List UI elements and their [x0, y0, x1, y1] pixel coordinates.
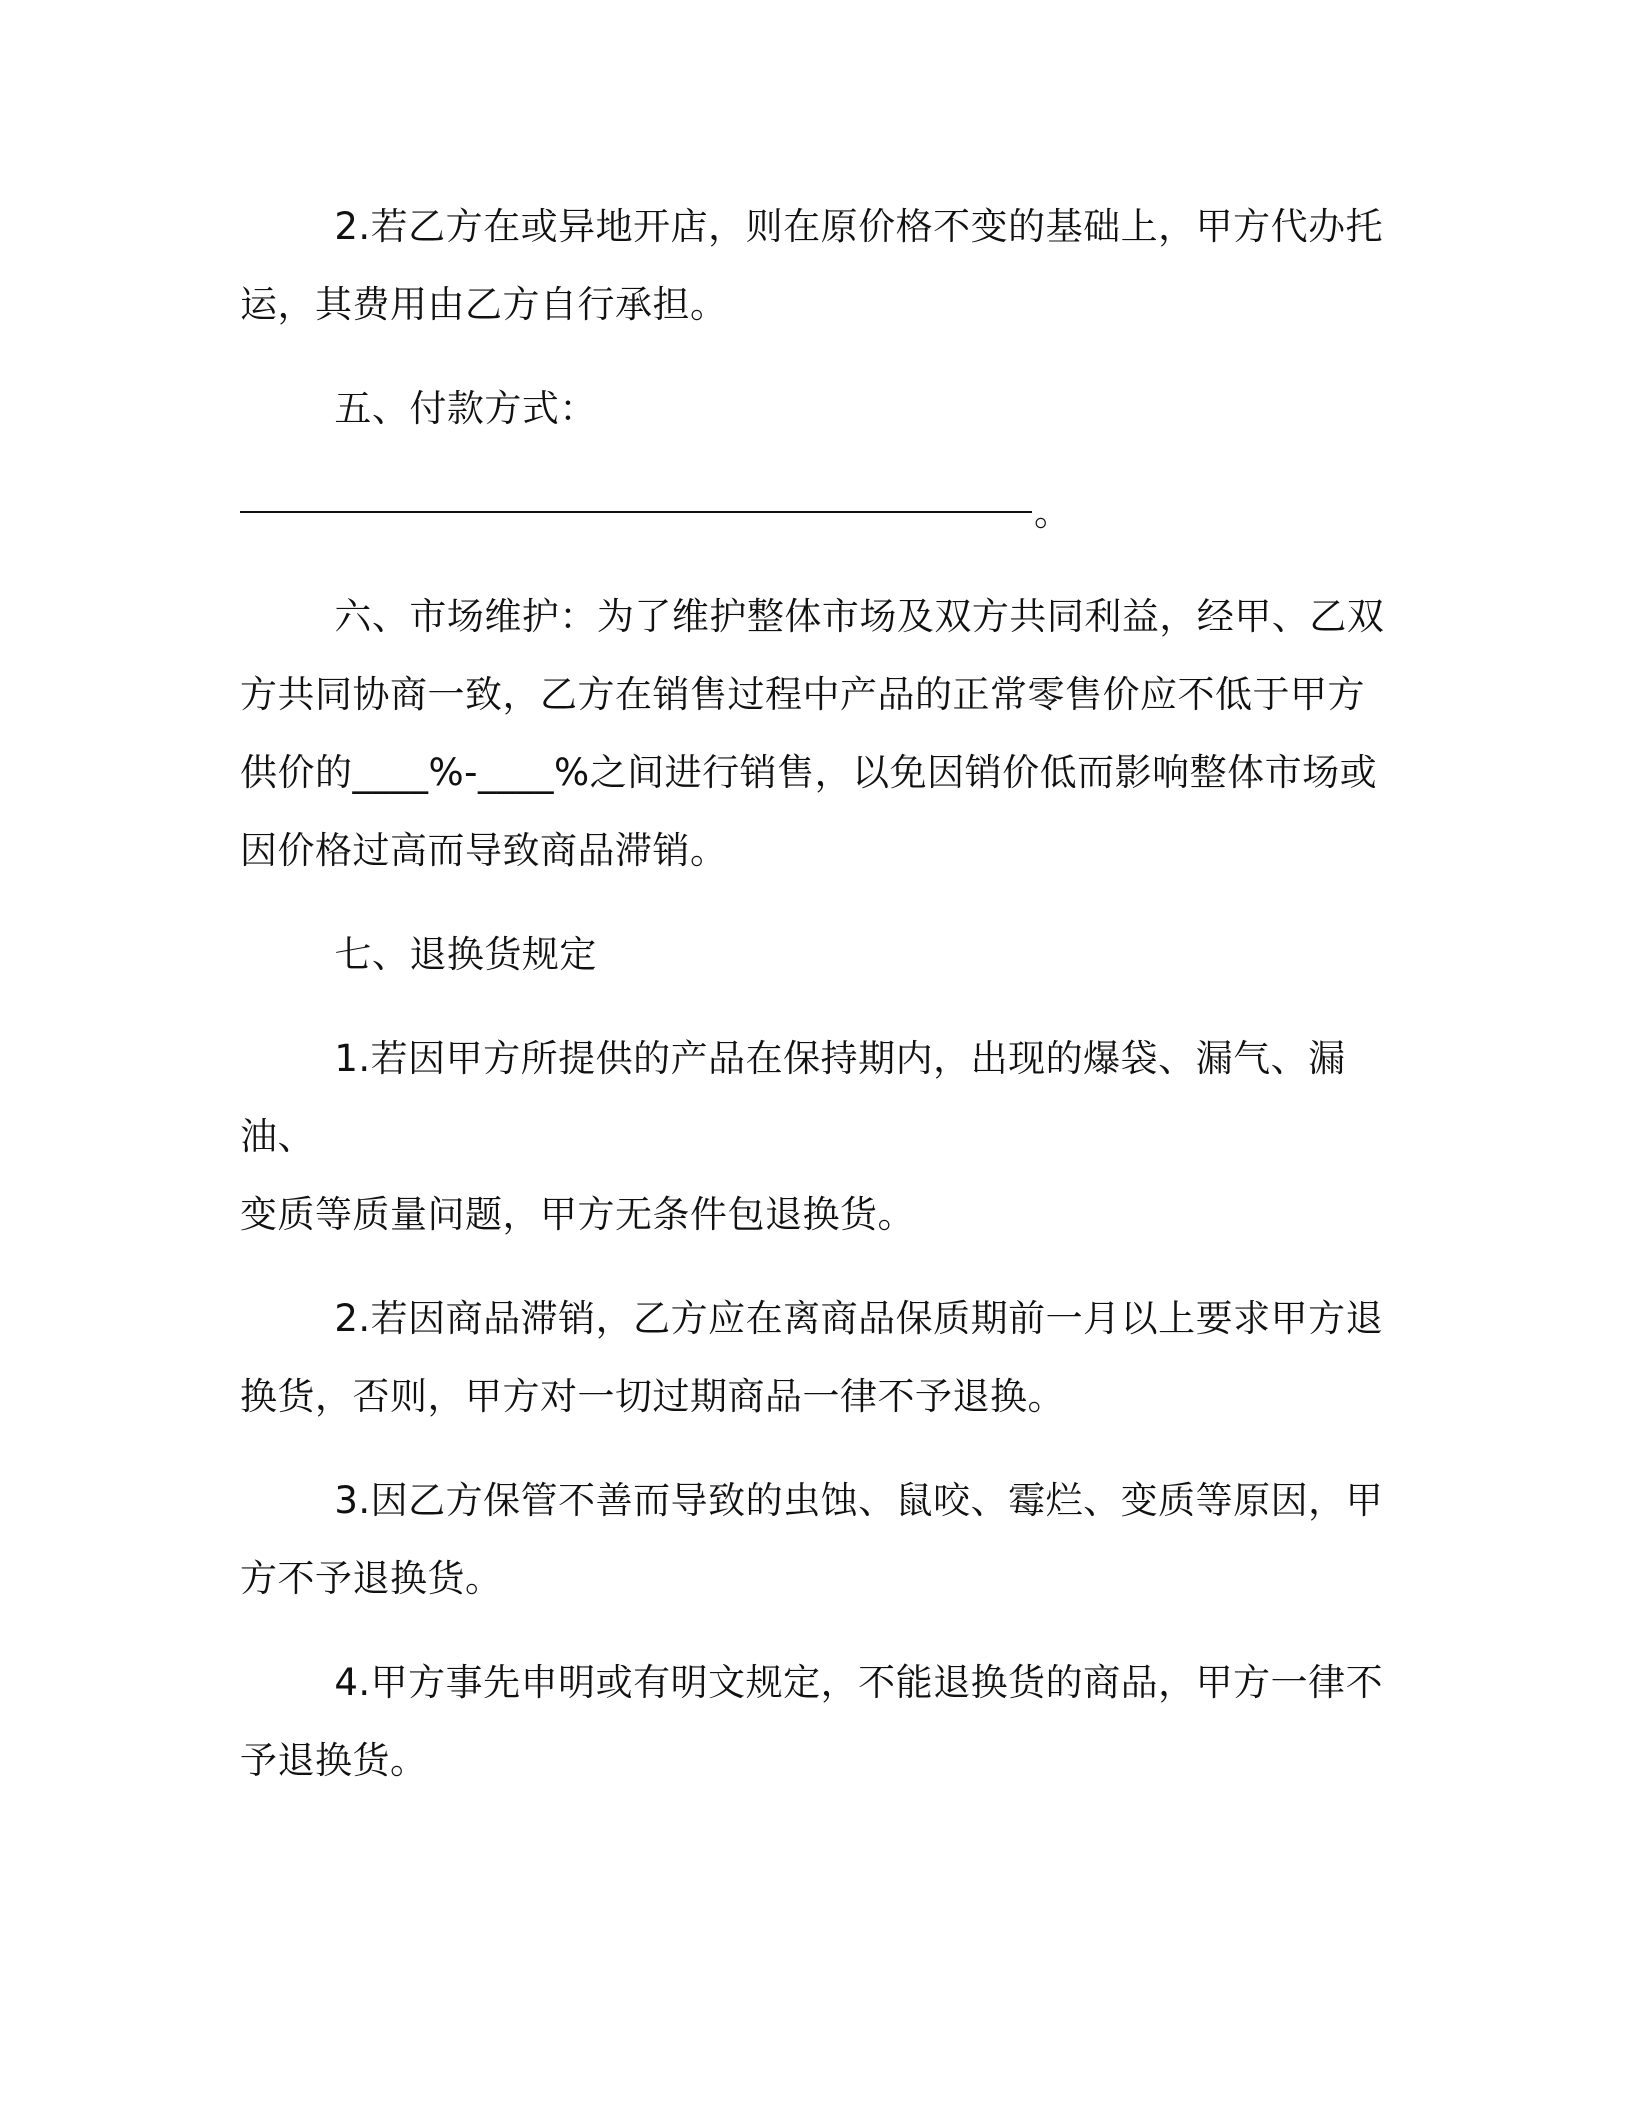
text-line: 方不予退换货。	[240, 1557, 503, 1600]
clause-4-item-2	[240, 188, 1390, 344]
period-mark: 。	[1034, 491, 1072, 534]
text-line: 2.若乙方在或异地开店，则在原价格不变的基础上，甲方代办托	[334, 205, 1384, 248]
text-line: 换货，否则，甲方对一切过期商品一律不予退换。	[240, 1375, 1065, 1418]
text-line: 方共同协商一致，乙方在销售过程中产品的正常零售价应不低于甲方	[240, 673, 1365, 716]
document-body	[240, 188, 1390, 1826]
heading-text: 七、退换货规定	[334, 933, 597, 976]
returns-item-3	[240, 1462, 1390, 1618]
text-line: 变质等质量问题，甲方无条件包退换货。	[240, 1193, 915, 1236]
heading-text: 五、付款方式：	[334, 387, 597, 430]
returns-item-4	[240, 1644, 1390, 1800]
text-line: 1.若因甲方所提供的产品在保持期内，出现的爆袋、漏气、漏油、	[240, 1037, 1346, 1158]
section-heading-returns	[240, 916, 1390, 994]
text-line: 2.若因商品滞销，乙方应在离商品保质期前一月以上要求甲方退	[334, 1297, 1384, 1340]
text-line: 3.因乙方保管不善而导致的虫蚀、鼠咬、霉烂、变质等原因，甲	[334, 1479, 1384, 1522]
text-line: 因价格过高而导致商品滞销。	[240, 829, 728, 872]
fill-in-blank	[240, 511, 1032, 513]
text-line: 六、市场维护：为了维护整体市场及双方共同利益，经甲、乙双	[334, 595, 1385, 638]
text-line: 4.甲方事先申明或有明文规定，不能退换货的商品，甲方一律不	[334, 1661, 1384, 1704]
payment-blank-line	[240, 474, 1390, 552]
section-heading-payment	[240, 370, 1390, 448]
returns-item-2	[240, 1280, 1390, 1436]
text-line: 供价的____%-____%之间进行销售，以免因销价低而影响整体市场或	[240, 751, 1378, 794]
text-line: 运，其费用由乙方自行承担。	[240, 283, 728, 326]
text-line: 予退换货。	[240, 1739, 428, 1782]
clause-market-maintenance	[240, 578, 1390, 890]
returns-item-1	[240, 1020, 1390, 1254]
